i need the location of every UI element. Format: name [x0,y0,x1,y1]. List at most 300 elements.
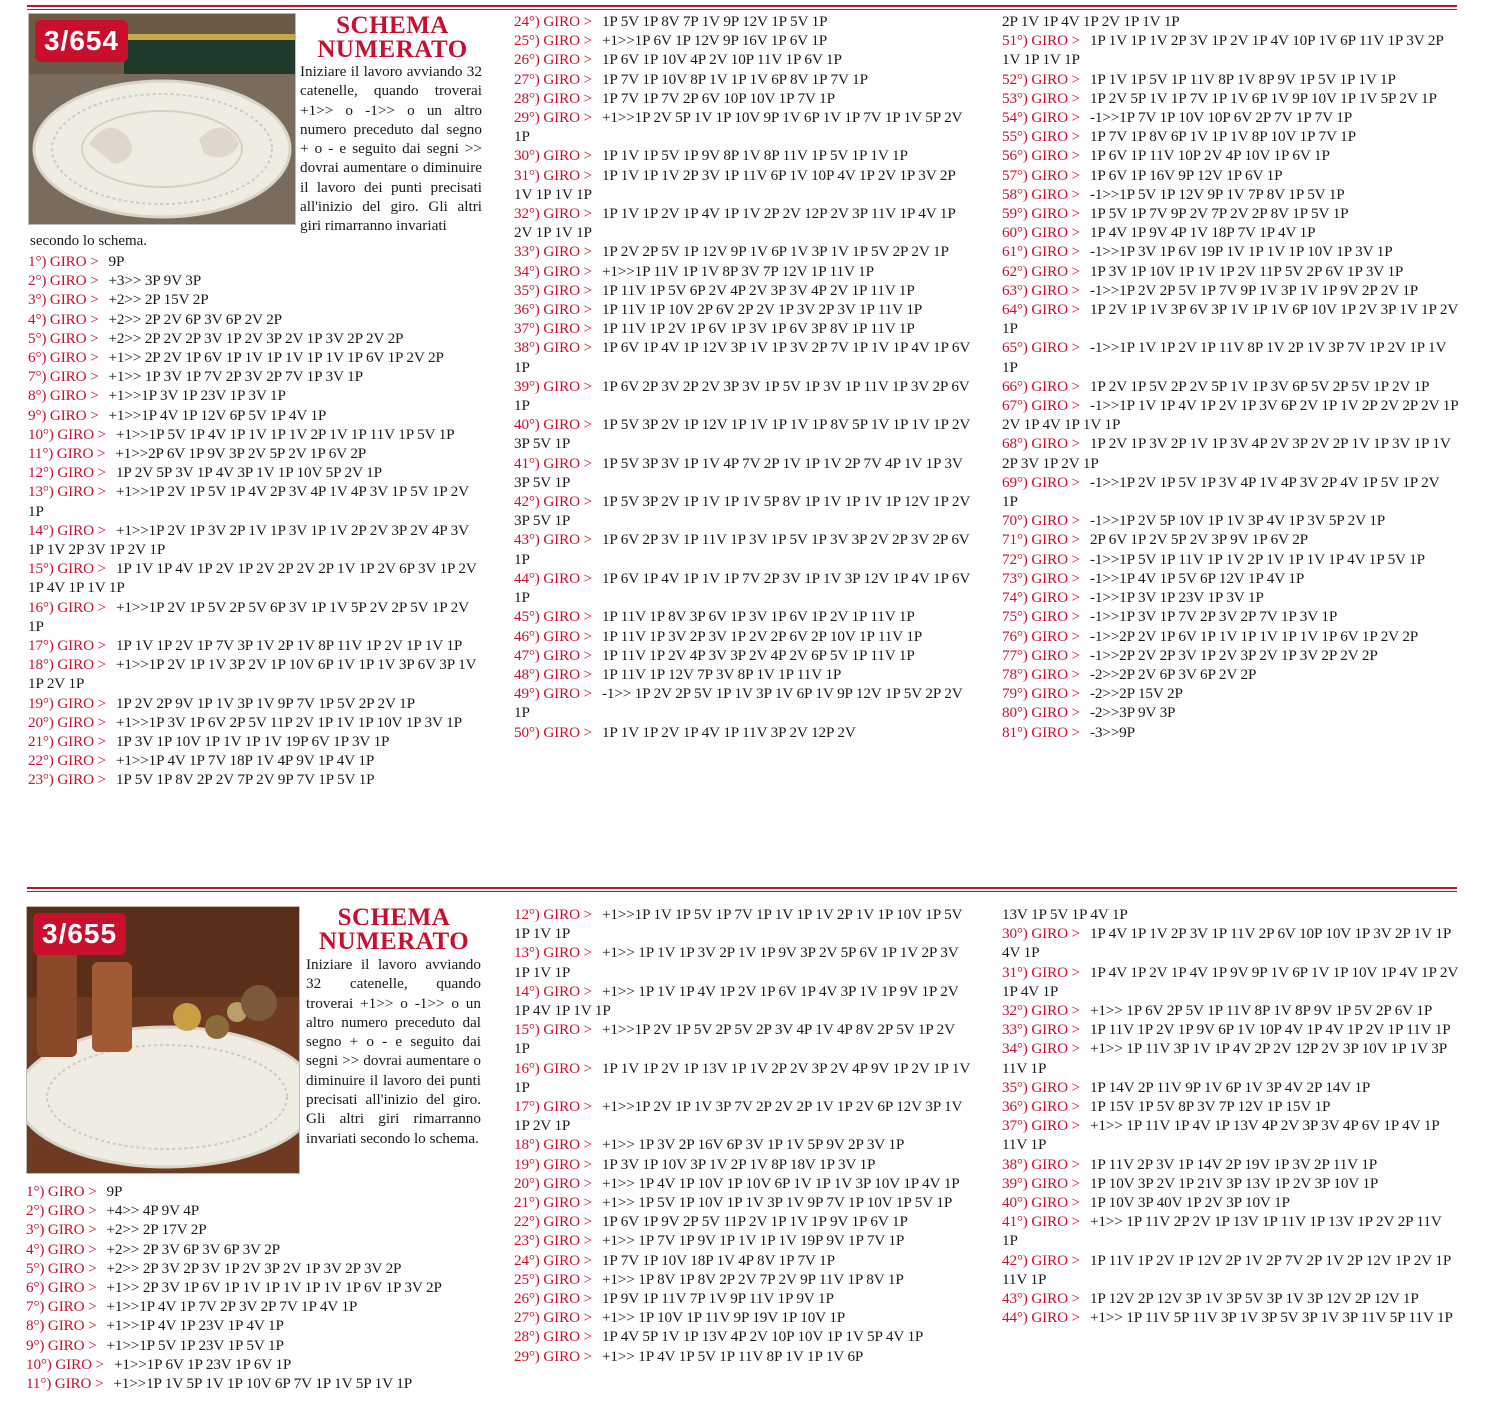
round-row [514,31,970,50]
round-label: 27°) GIRO > [514,70,592,88]
round-label: 64°) GIRO > [1002,301,1080,319]
round-row [26,1355,486,1374]
round-stitches: +4>> 4P 9V 4P [106,1202,200,1220]
round-label: 41°) GIRO > [1002,1213,1080,1231]
round-stitches: 1P 6V 1P 11V 10P 2V 4P 10V 1P 6V 1P [1089,147,1330,165]
round-label: 42°) GIRO > [1002,1251,1080,1269]
round-row [1002,1212,1458,1250]
round-row [1002,1193,1458,1212]
round-stitches: +1>>1P 2V 1P 1V 3P 7V 2P 2V 2P 1V 1P 2V 6P 12V 3P 1V 1P 2V 1P [514,1098,963,1135]
round-label: 77°) GIRO > [1002,646,1080,664]
round-row [514,1251,970,1270]
round-label: 19°) GIRO > [514,1155,592,1173]
round-stitches: +2>> 2P 17V 2P [106,1221,207,1239]
round-row [28,559,483,597]
round-row [514,1270,970,1289]
round-label: 12°) GIRO > [514,906,592,923]
round-label: 5°) GIRO > [28,329,99,347]
round-label: 43°) GIRO > [514,531,592,549]
round-row [514,684,970,722]
round-row [514,569,970,607]
round-stitches: 1P 1V 1P 2V 1P 4V 1P 11V 3P 2V 12P 2V [601,723,856,741]
round-row [26,1278,486,1297]
round-label: 44°) GIRO > [1002,1309,1080,1327]
round-row [1002,242,1458,261]
intro-tail-text: secondo lo schema. [30,233,148,249]
round-row [1002,703,1458,722]
round-stitches: 1P 10V 3P 40V 1P 2V 3P 10V 1P [1089,1194,1290,1212]
round-row [514,1059,970,1097]
round-label: 25°) GIRO > [514,1270,592,1288]
round-row [28,713,483,732]
round-row [514,1289,970,1308]
round-label: 76°) GIRO > [1002,627,1080,645]
round-label: 10°) GIRO > [28,425,106,443]
round-stitches: 1P 1V 1P 2V 1P 4V 1P 1V 2P 2V 12P 2V 3P 11V 1P 4V 1P 2V 1P 1V 1P [514,205,956,242]
round-stitches: +1>> 1P 1V 1P 3V 2P 1V 1P 9V 3P 2V 5P 6V 1P 1V 2P 3V 1P 1V 1P [514,944,959,981]
round-row [1002,1116,1458,1154]
round-row [1002,434,1458,472]
round-label: 49°) GIRO > [514,685,592,703]
round-row [1002,1308,1458,1327]
round-label: 29°) GIRO > [514,109,592,127]
round-row [514,1327,970,1346]
round-label: 45°) GIRO > [514,608,592,626]
intro-text: Iniziare il lavoro avviando 32 catenelle, quando troverai +1>> o -1>> o un altro numero preceduto dal segno + o - e seguito dai segni >> dovrai aumentare o diminuire il lavoro dei punti precisati all'inizio del giro. Gli altri giri rimarranno invariati secondo lo schema. [306,956,481,1147]
rounds-column-2 [514,12,970,742]
round-row [1002,1039,1458,1077]
round-label: 40°) GIRO > [1002,1194,1080,1212]
round-stitches: 1P 11V 1P 5V 6P 2V 4P 2V 3P 3V 4P 2V 1P 11V 1P [601,281,915,299]
round-label: 39°) GIRO > [514,377,592,395]
round-row [514,982,970,1020]
round-stitches: 1P 2V 2P 5V 1P 12V 9P 1V 6P 1V 3P 1V 1P 5V 2P 2V 1P [601,243,949,261]
round-row [1002,31,1458,69]
round-row [1002,511,1458,530]
round-label: 71°) GIRO > [1002,531,1080,549]
round-row [514,50,970,69]
round-stitches: +1>> 1P 4V 1P 10V 1P 10V 6P 1V 1P 1V 3P 10V 1P 4V 1P [601,1174,960,1192]
round-stitches: 13V 1P 5V 1P 4V 1P [1002,906,1128,923]
round-row [1002,627,1458,646]
round-row [514,1347,970,1366]
round-stitches: -1>>2P 2V 2P 3V 1P 2V 3P 2V 1P 3V 2P 2V 2P [1089,646,1378,664]
pattern-number-badge: 3/655 [33,913,126,955]
round-row [514,415,970,453]
round-label: 35°) GIRO > [1002,1078,1080,1096]
round-row [1002,1289,1458,1308]
round-label: 14°) GIRO > [514,982,592,1000]
round-stitches: 1P 2V 1P 5V 2P 2V 5P 1V 1P 3V 6P 5V 2P 5V 1P 2V 1P [1089,377,1430,395]
round-row [26,1374,486,1393]
round-row [514,1212,970,1231]
round-row [514,627,970,646]
round-label: 79°) GIRO > [1002,685,1080,703]
round-stitches: -1>>1P 3V 1P 6V 19P 1V 1P 1V 1P 10V 1P 3V 1P [1089,243,1393,261]
round-stitches: 1P 9V 1P 11V 7P 1V 9P 11V 1P 9V 1P [601,1290,834,1308]
round-stitches: 1P 4V 1P 9V 4P 1V 18P 7V 1P 4V 1P [1089,224,1316,242]
round-label: 46°) GIRO > [514,627,592,645]
round-stitches: -2>>3P 9V 3P [1089,704,1176,722]
round-stitches: -1>> 1P 2V 2P 5V 1P 1V 3P 1V 6P 1V 9P 12V 1P 5V 2P 2V 1P [514,685,963,722]
round-stitches: +1>> 1P 11V 2P 2V 1P 13V 1P 11V 1P 13V 1P 2V 2P 11V 1P [1002,1213,1442,1250]
round-stitches: 1P 6V 2P 3V 2P 2V 3P 3V 1P 5V 1P 3V 1P 11V 1P 3V 2P 6V 1P [514,377,970,415]
section-title [304,906,484,954]
round-label: 30°) GIRO > [514,147,592,165]
doily-photo [26,906,300,1174]
round-stitches: +1>> 1P 11V 1P 4V 1P 13V 4P 2V 3P 3V 4P 6V 1P 4V 1P 11V 1P [1002,1117,1439,1154]
round-row [514,146,970,165]
round-label: 2°) GIRO > [28,272,99,290]
round-label: 62°) GIRO > [1002,262,1080,280]
round-row [514,377,970,415]
round-row [1002,1155,1458,1174]
round-row [514,204,970,242]
round-label: 15°) GIRO > [514,1021,592,1039]
round-stitches: -1>>1P 3V 1P 23V 1P 3V 1P [1089,589,1264,607]
round-stitches: 1P 6V 1P 16V 9P 12V 1P 6V 1P [1089,166,1283,184]
round-label: 2°) GIRO > [26,1202,97,1220]
round-stitches: +1>> 1P 1V 1P 4V 1P 2V 1P 6V 1P 4V 3P 1V 1P 9V 1P 2V 1P 4V 1P 1V 1P [514,982,959,1020]
round-stitches: -2>>2P 15V 2P [1089,685,1183,703]
round-stitches: -1>>1P 7V 1P 10V 10P 6V 2P 7V 1P 7V 1P [1089,109,1353,127]
rounds-column-3 [1002,905,1458,1327]
round-label: 22°) GIRO > [514,1213,592,1231]
round-row [28,329,483,348]
round-label: 39°) GIRO > [1002,1174,1080,1192]
round-stitches: 1P 3V 1P 10V 1P 1V 1P 1V 19P 6V 1P 3V 1P [115,733,390,751]
round-stitches: +1>> 1P 3V 1P 7V 2P 3V 2P 7V 1P 3V 1P [108,368,363,386]
round-stitches: 1P 1V 1P 2V 1P 7V 3P 1V 2P 1V 8P 11V 1P 2V 1P 1V 1P [115,637,463,655]
round-label: 57°) GIRO > [1002,166,1080,184]
round-row [1002,300,1458,338]
round-label: 24°) GIRO > [514,13,592,30]
round-label: 15°) GIRO > [28,560,106,578]
round-row [1002,89,1458,108]
round-row [1002,723,1458,742]
round-stitches: -1>>1P 3V 1P 7V 2P 3V 2P 7V 1P 3V 1P [1089,608,1338,626]
round-stitches: 1P 3V 1P 10V 1P 1V 1P 2V 11P 5V 2P 6V 1P 3V 1P [1089,262,1404,280]
round-stitches: +1>>1P 6V 1P 23V 1P 6V 1P [113,1355,292,1373]
round-stitches: 2P 1V 1P 4V 1P 2V 1P 1V 1P [1002,13,1180,30]
round-label: 27°) GIRO > [514,1309,592,1327]
round-label: 32°) GIRO > [514,205,592,223]
round-stitches: 1P 2V 1P 1V 3P 6V 3P 1V 1P 1V 6P 10V 1P 2V 3P 1V 1P 2V 1P [1002,301,1458,338]
round-row [28,444,483,463]
round-label: 4°) GIRO > [28,310,99,328]
round-row [28,310,483,329]
round-stitches: 1P 2V 5P 3V 1P 4V 3P 1V 1P 10V 5P 2V 1P [115,464,382,482]
title-line-1: SCHEMA [336,12,449,39]
section-divider-rule [27,887,1457,889]
round-label: 67°) GIRO > [1002,397,1080,415]
round-stitches: +1>> 1P 5V 1P 10V 1P 1V 3P 1V 9P 7V 1P 10V 1P 5V 1P [601,1194,953,1212]
round-label: 66°) GIRO > [1002,377,1080,395]
round-stitches: +1>>1P 3V 1P 23V 1P 3V 1P [108,387,286,405]
round-label: 8°) GIRO > [26,1317,97,1335]
round-stitches: 9P [108,253,125,270]
round-row [1002,262,1458,281]
round-row [514,70,970,89]
round-label: 16°) GIRO > [514,1059,592,1077]
round-stitches: 1P 4V 5P 1V 1P 13V 4P 2V 10P 10V 1P 1V 5P 4V 1P [601,1328,924,1346]
round-label: 34°) GIRO > [1002,1040,1080,1058]
round-stitches: 1P 2V 5P 1V 1P 7V 1P 1V 6P 1V 9P 10V 1P 1V 5P 2V 1P [1089,89,1437,107]
rounds-column-2 [514,905,970,1366]
rounds-column-1 [26,1182,486,1393]
round-row [26,1220,486,1239]
round-label: 3°) GIRO > [26,1221,97,1239]
round-row [514,338,970,376]
round-row [26,1201,486,1220]
round-stitches: -1>>1P 2V 1P 5V 1P 3V 4P 1V 4P 3V 2P 4V 1P 5V 1P 2V 1P [1002,473,1440,511]
round-stitches: 1P 11V 1P 2V 1P 6V 1P 3V 1P 6V 3P 8V 1P 11V 1P [601,320,915,338]
round-stitches: 1P 2V 1P 3V 2P 1V 1P 3V 4P 2V 3P 2V 2P 1V 1P 3V 1P 1V 2P 3V 1P 2V 1P [1002,435,1451,472]
round-row [1002,684,1458,703]
round-stitches: 1P 6V 1P 9V 2P 5V 11P 2V 1P 1V 1P 9V 1P 6V 1P [601,1213,908,1231]
round-row [1002,1097,1458,1116]
round-row [514,1308,970,1327]
round-label: 60°) GIRO > [1002,224,1080,242]
round-stitches: +2>> 2P 2V 6P 3V 6P 2V 2P [108,310,282,328]
round-stitches: 1P 1V 1P 1V 2P 3V 1P 11V 6P 1V 10P 4V 1P 2V 1P 3V 2P 1V 1P 1V 1P [514,166,956,203]
round-row [1002,166,1458,185]
round-stitches: 1P 7V 1P 7V 2P 6V 10P 10V 1P 7V 1P [601,89,835,107]
round-label: 23°) GIRO > [514,1232,592,1250]
round-row [514,1135,970,1154]
round-row [28,406,483,425]
round-label: 35°) GIRO > [514,281,592,299]
round-label: 52°) GIRO > [1002,70,1080,88]
round-row [514,1193,970,1212]
round-label: 55°) GIRO > [1002,128,1080,146]
round-stitches: +1>> 2P 2V 1P 6V 1P 1V 1P 1V 1P 1V 1P 6V 1P 2V 2P [108,349,444,367]
round-row [1002,146,1458,165]
round-row [1002,607,1458,626]
round-stitches: 1P 6V 2P 3V 1P 11V 1P 3V 1P 5V 1P 3V 3P 2V 2P 3V 2P 6V 1P [514,531,970,568]
round-stitches: 1P 5V 1P 8V 7P 1V 9P 12V 1P 5V 1P [601,13,828,30]
round-label: 8°) GIRO > [28,387,99,405]
round-label: 17°) GIRO > [28,637,106,655]
round-row [514,1231,970,1250]
round-stitches: 1P 7V 1P 10V 18P 1V 4P 8V 1P 7V 1P [601,1251,835,1269]
round-stitches: 1P 6V 1P 4V 1P 12V 3P 1V 1P 3V 2P 7V 1P 1V 1P 4V 1P 6V 1P [514,339,970,376]
round-label: 69°) GIRO > [1002,473,1080,491]
round-stitches: 1P 11V 1P 2V 4P 3V 3P 2V 4P 2V 6P 5V 1P 11V 1P [601,646,915,664]
round-label: 22°) GIRO > [28,752,106,770]
round-stitches: +1>> 1P 6V 2P 5V 1P 11V 8P 1V 8P 9V 1P 5V 2P 6V 1P [1089,1002,1433,1020]
round-label: 30°) GIRO > [1002,925,1080,943]
round-row [1002,646,1458,665]
round-stitches: +1>> 1P 7V 1P 9V 1P 1V 1P 1V 19P 9V 1P 7V 1P [601,1232,905,1250]
round-stitches: +1>> 2P 3V 1P 6V 1P 1V 1P 1V 1P 1V 1P 6V 1P 3V 2P [106,1279,442,1297]
pattern-number-badge: 3/654 [35,20,128,62]
round-label: 81°) GIRO > [1002,723,1080,741]
round-label: 9°) GIRO > [26,1336,97,1354]
round-stitches: 1P 5V 1P 8V 2P 2V 7P 2V 9P 7V 1P 5V 1P [115,771,375,789]
round-label: 43°) GIRO > [1002,1290,1080,1308]
round-stitches: 1P 6V 1P 4V 1P 1V 1P 7V 2P 3V 1P 1V 3P 12V 1P 4V 1P 6V 1P [514,569,970,607]
round-row [1002,396,1458,434]
round-row [514,607,970,626]
round-row [1002,1001,1458,1020]
intro-text: Iniziare il lavoro avviando 32 catenelle, quando troverai +1>> o -1>> o un altro numero preceduto dal segno + o - e seguito dai segni >> dovrai aumentare o diminuire il lavoro dei punti precisati all'inizio del giro. Gli altri giri rimarranno invariati [300,63,482,235]
round-label: 37°) GIRO > [1002,1117,1080,1135]
round-label: 20°) GIRO > [28,713,106,731]
round-stitches: +2>> 2P 2V 2P 3V 1P 2V 3P 2V 1P 3V 2P 2V 2P [108,329,404,347]
round-row [514,905,970,943]
round-stitches: +1>>1P 6V 1P 12V 9P 16V 1P 6V 1P [601,32,828,50]
round-row [1002,530,1458,549]
round-row [514,1174,970,1193]
round-row [514,319,970,338]
round-label: 12°) GIRO > [28,464,106,482]
round-label: 26°) GIRO > [514,1290,592,1308]
round-stitches: 1P 1V 1P 5V 1P 9V 8P 1V 8P 11V 1P 5V 1P 1V 1P [601,147,908,165]
round-row [514,242,970,261]
round-stitches: 1P 5V 3P 3V 1P 1V 4P 7V 2P 1V 1P 1V 2P 7V 4P 1V 1P 3V 3P 5V 1P [514,454,963,491]
round-stitches: -1>>1P 5V 1P 11V 1P 1V 2P 1V 1P 1V 1P 4V 1P 5V 1P [1089,550,1425,568]
round-stitches: +1>>1P 2V 1P 5V 1P 4V 2P 3V 4P 1V 4P 3V 1P 5V 1P 2V 1P [28,483,469,520]
round-row [514,665,970,684]
round-label: 78°) GIRO > [1002,665,1080,683]
round-stitches: 1P 2V 2P 9V 1P 1V 3P 1V 9P 7V 1P 5V 2P 2V 1P [115,694,415,712]
round-label: 13°) GIRO > [28,483,106,501]
round-label: 18°) GIRO > [28,656,106,674]
round-stitches: +1>> 1P 4V 1P 5V 1P 11V 8P 1V 1P 1V 6P [601,1347,864,1365]
round-stitches: 1P 14V 2P 11V 9P 1V 6P 1V 3P 4V 2P 14V 1P [1089,1078,1371,1096]
round-label: 75°) GIRO > [1002,608,1080,626]
round-label: 61°) GIRO > [1002,243,1080,261]
round-label: 28°) GIRO > [514,89,592,107]
round-row [514,723,970,742]
round-stitches: +1>>1P 4V 1P 7V 2P 3V 2P 7V 1P 4V 1P [106,1298,358,1316]
round-label: 73°) GIRO > [1002,569,1080,587]
round-stitches: 1P 7V 1P 10V 8P 1V 1P 1V 6P 8V 1P 7V 1P [601,70,868,88]
round-row [1002,204,1458,223]
round-stitches: -1>>1P 1V 1P 4V 1P 2V 1P 3V 6P 2V 1P 1V 2P 2V 2P 2V 1P 2V 1P 4V 1P 1V 1P [1002,397,1458,434]
round-stitches: -1>>1P 4V 1P 5V 6P 12V 1P 4V 1P [1089,569,1305,587]
round-label: 44°) GIRO > [514,569,592,587]
round-stitches: 1P 1V 1P 1V 2P 3V 1P 2V 1P 4V 10P 1V 6P 11V 1P 3V 2P 1V 1P 1V 1P [1002,32,1444,69]
round-row [1002,665,1458,684]
round-stitches: 1P 5V 3P 2V 1P 12V 1P 1V 1P 1V 1P 8V 5P 1V 1P 1V 1P 2V 3P 5V 1P [514,416,970,453]
round-stitches: +2>> 2P 3V 6P 3V 6P 3V 2P [106,1240,280,1258]
round-stitches: 1P 6V 1P 10V 4P 2V 10P 11V 1P 6V 1P [601,51,842,69]
round-stitches: +1>>1P 2V 1P 5V 2P 5V 6P 3V 1P 1V 5P 2V 2P 5V 1P 2V 1P [28,598,469,635]
round-row [1002,1078,1458,1097]
round-row [28,425,483,444]
round-label: 4°) GIRO > [26,1240,97,1258]
round-label: 34°) GIRO > [514,262,592,280]
round-stitches: 1P 5V 3P 2V 1P 1V 1P 1V 5P 8V 1P 1V 1P 1V 1P 12V 1P 2V 3P 5V 1P [514,493,970,530]
round-label: 36°) GIRO > [514,301,592,319]
round-row [514,1155,970,1174]
round-row [26,1259,486,1278]
round-label: 36°) GIRO > [1002,1098,1080,1116]
round-stitches: -1>>2P 2V 1P 6V 1P 1V 1P 1V 1P 1V 1P 6V 1P 2V 2P [1089,627,1419,645]
round-row [514,12,970,31]
round-stitches: 9P [106,1183,123,1200]
round-label: 6°) GIRO > [26,1279,97,1297]
round-row [28,386,483,405]
round-stitches: 2P 6V 1P 2V 5P 2V 3P 9V 1P 6V 2P [1089,531,1308,549]
round-row [514,166,970,204]
round-row [514,89,970,108]
round-label: 7°) GIRO > [26,1298,97,1316]
round-row [26,1182,486,1201]
round-stitches: -2>>2P 2V 6P 3V 6P 2V 2P [1089,665,1257,683]
round-label: 65°) GIRO > [1002,339,1080,357]
round-label: 1°) GIRO > [28,253,99,270]
round-row [1002,185,1458,204]
doily-photo [28,13,296,225]
round-label: 31°) GIRO > [514,166,592,184]
title-line-2: NUMERATO [318,928,470,955]
round-row [1002,1251,1458,1289]
round-label: 72°) GIRO > [1002,550,1080,568]
round-row [28,598,483,636]
round-stitches: +1>>1P 3V 1P 6V 2P 5V 11P 2V 1P 1V 1P 10V 1P 3V 1P [115,713,462,731]
round-stitches: +1>>2P 6V 1P 9V 3P 2V 5P 2V 1P 6V 2P [115,445,367,463]
round-stitches: +1>>1P 11V 1P 1V 8P 3V 7P 12V 1P 11V 1P [601,262,874,280]
round-label: 1°) GIRO > [26,1183,97,1200]
round-label: 13°) GIRO > [514,944,592,962]
round-row [26,1240,486,1259]
top-rule [27,5,1457,7]
round-stitches: +1>> 1P 10V 1P 11V 9P 19V 1P 10V 1P [601,1309,846,1327]
round-stitches: -3>>9P [1089,723,1135,741]
round-stitches: 1P 11V 1P 2V 1P 9V 6P 1V 10P 4V 1P 4V 1P 2V 1P 11V 1P [1089,1021,1451,1039]
round-stitches: +1>> 1P 3V 2P 16V 6P 3V 1P 1V 5P 9V 2P 3V 1P [601,1136,905,1154]
round-row [514,300,970,319]
round-label: 21°) GIRO > [514,1194,592,1212]
round-label: 80°) GIRO > [1002,704,1080,722]
section-title [300,14,485,62]
round-label: 47°) GIRO > [514,646,592,664]
round-stitches: +1>>1P 5V 1P 4V 1P 1V 1P 1V 2P 1V 1P 11V 1P 5V 1P [115,425,455,443]
round-label: 51°) GIRO > [1002,32,1080,50]
round-row [1002,70,1458,89]
round-stitches: +2>> 2P 15V 2P [108,291,209,309]
round-row [1002,12,1458,31]
round-stitches: +1>>1P 4V 1P 23V 1P 4V 1P [106,1317,284,1335]
round-label: 6°) GIRO > [28,349,99,367]
round-stitches: -1>>1P 5V 1P 12V 9P 1V 7P 8V 1P 5V 1P [1089,185,1345,203]
round-row [28,482,483,520]
round-stitches: +1>> 1P 11V 3P 1V 1P 4V 2P 2V 12P 2V 3P 10V 1P 1V 3P 11V 1P [1002,1040,1447,1077]
round-row [514,646,970,665]
round-row [28,694,483,713]
round-row [1002,924,1458,962]
round-label: 48°) GIRO > [514,665,592,683]
round-label: 5°) GIRO > [26,1259,97,1277]
round-label: 37°) GIRO > [514,320,592,338]
round-stitches: 1P 11V 1P 2V 1P 12V 2P 1V 2P 7V 2P 1V 2P 12V 1P 2V 1P 11V 1P [1002,1251,1451,1288]
round-stitches: +1>>1P 5V 1P 23V 1P 5V 1P [106,1336,284,1354]
round-row [514,262,970,281]
round-stitches: +1>>1P 4V 1P 12V 6P 5V 1P 4V 1P [108,406,327,424]
round-label: 33°) GIRO > [1002,1021,1080,1039]
round-row [514,943,970,981]
round-stitches: +1>>1P 4V 1P 7V 18P 1V 4P 9V 1P 4V 1P [115,752,375,770]
round-label: 10°) GIRO > [26,1355,104,1373]
round-label: 14°) GIRO > [28,521,106,539]
rounds-column-1 [28,252,483,790]
round-stitches: -1>>1P 2V 5P 10V 1P 1V 3P 4V 1P 3V 5P 2V 1P [1089,512,1386,530]
round-stitches: +1>>1P 1V 1P 5V 1P 7V 1P 1V 1P 1V 2P 1V 1P 10V 1P 5V 1P 1V 1P [514,906,963,943]
round-label: 26°) GIRO > [514,51,592,69]
